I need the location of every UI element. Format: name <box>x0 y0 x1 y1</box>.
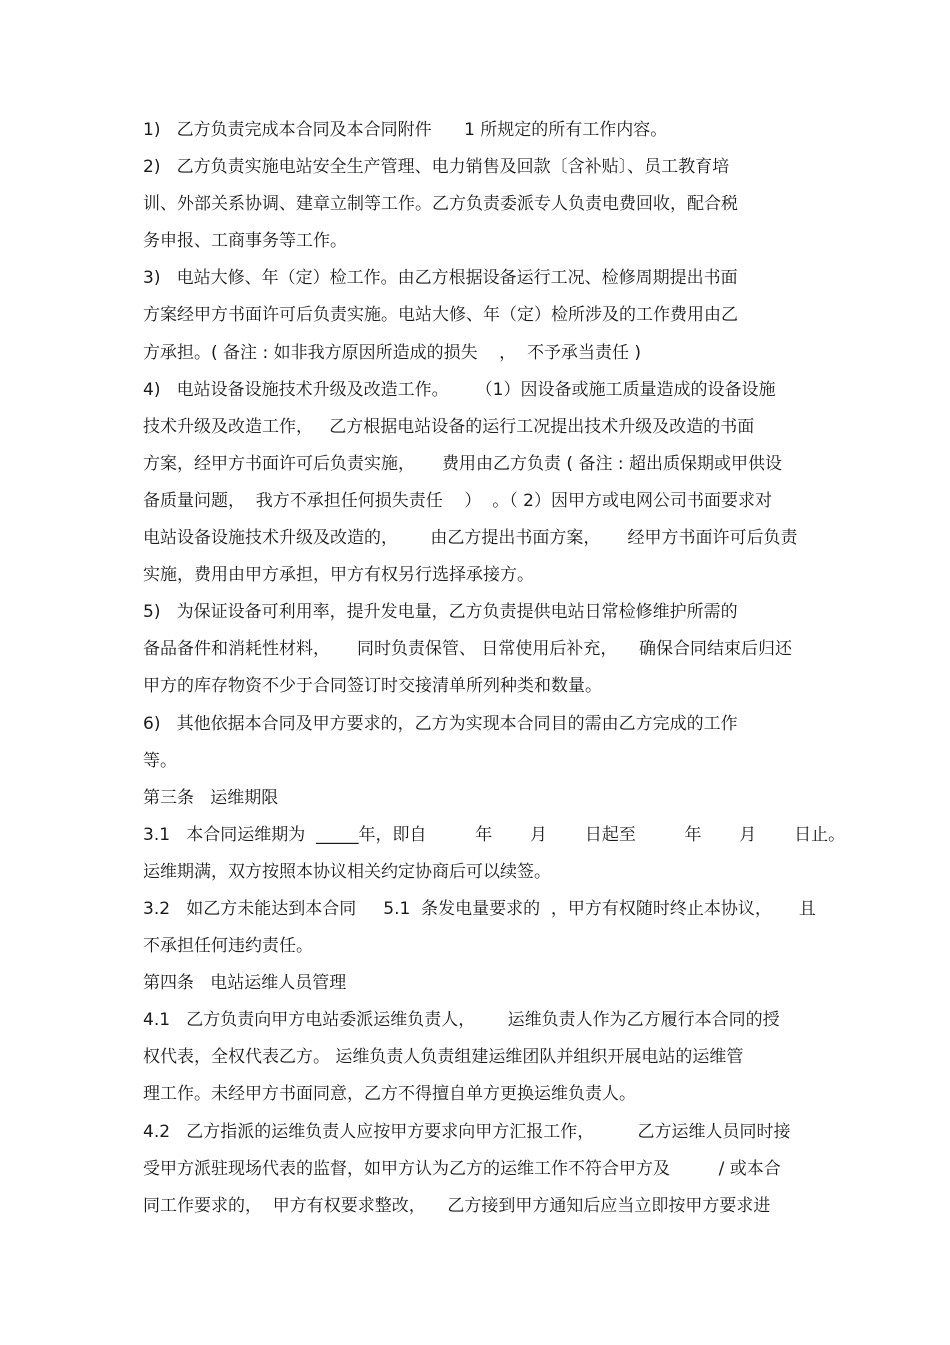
text-line: 技术升级及改造工作， 乙方根据电站设备的运行工况提出技术升级及改造的书面 <box>143 416 755 437</box>
text-line: 3.2 如乙方未能达到本合同 5.1 条发电量要求的 ，甲方有权随时终止本协议， 且 <box>143 898 816 919</box>
text-line: 运维期满，双方按照本协议相关约定协商后可以续签。 <box>143 861 551 882</box>
text-line: 等。 <box>143 750 177 771</box>
text-line: 不承担任何违约责任。 <box>143 936 313 957</box>
text-line: 方案，经甲方书面许可后负责实施， 费用由乙方负责 ( 备注 : 超出质保期或甲供设 <box>143 453 782 474</box>
text-line: 备质量问题， 我方不承担任何损失责任 ） 。（ 2）因甲方或电网公司书面要求对 <box>143 490 772 511</box>
text-line: 4.2 乙方指派的运维负责人应按甲方要求向甲方汇报工作， 乙方运维人员同时接 <box>143 1121 791 1142</box>
text-line: 权代表，全权代表乙方。 运维负责人负责组建运维团队并组织开展电站的运维管 <box>143 1047 744 1068</box>
text-line: 甲方的库存物资不少于合同签订时交接清单所列种类和数量。 <box>143 676 602 697</box>
text-line: 3.1 本合同运维期为 _____年，即自 年 月 日起至 年 月 日止。 <box>143 824 846 845</box>
text-line: 1) 乙方负责完成本合同及本合同附件 1 所规定的所有工作内容。 <box>143 120 668 140</box>
text-line: 受甲方派驻现场代表的监督，如甲方认为乙方的运维工作不符合甲方及 / 或本合 <box>143 1158 781 1179</box>
text-line: 5) 为保证设备可利用率，提升发电量，乙方负责提供电站日常检修维护所需的 <box>143 602 738 623</box>
text-line: 电站设备设施技术升级及改造的， 由乙方提出书面方案， 经甲方书面许可后负责 <box>143 528 798 549</box>
text-line: 备品备件和消耗性材料， 同时负责保管、 日常使用后补充， 确保合同结束后归还 <box>143 639 793 660</box>
text-line: 4) 电站设备设施技术升级及改造工作。 （1）因设备或施工质量造成的设备设施 <box>143 379 776 400</box>
text-line: 实施，费用由甲方承担，甲方有权另行选择承接方。 <box>143 565 534 586</box>
text-line: 方案经甲方书面许可后负责实施。电站大修、年（定）检所涉及的工作费用由乙 <box>143 305 738 326</box>
section-heading: 第四条 电站运维人员管理 <box>143 973 347 994</box>
text-line: 6) 其他依据本合同及甲方要求的，乙方为实现本合同目的需由乙方完成的工作 <box>143 713 738 734</box>
text-line: 4.1 乙方负责向甲方电站委派运维负责人， 运维负责人作为乙方履行本合同的授 <box>143 1010 780 1031</box>
section-heading: 第三条 运维期限 <box>143 787 279 808</box>
text-line: 方承担。( 备注 : 如非我方原因所造成的损失 ， 不予承当责任 ) <box>143 342 642 363</box>
text-line: 3) 电站大修、年（定）检工作。由乙方根据设备运行工况、检修周期提出书面 <box>143 268 738 289</box>
text-line: 训、外部关系协调、建章立制等工作。乙方负责委派专人负责电费回收，配合税 <box>143 194 738 215</box>
text-line: 务申报、工商事务等工作。 <box>143 231 347 252</box>
text-line: 2) 乙方负责实施电站安全生产管理、电力销售及回款〔含补贴〕、员工教育培 <box>143 157 730 178</box>
text-line: 理工作。未经甲方书面同意，乙方不得擅自单方更换运维负责人。 <box>143 1084 636 1105</box>
document-body <box>143 118 846 1231</box>
text-line: 同工作要求的， 甲方有权要求整改， 乙方接到甲方通知后应当立即按甲方要求进 <box>143 1195 771 1216</box>
